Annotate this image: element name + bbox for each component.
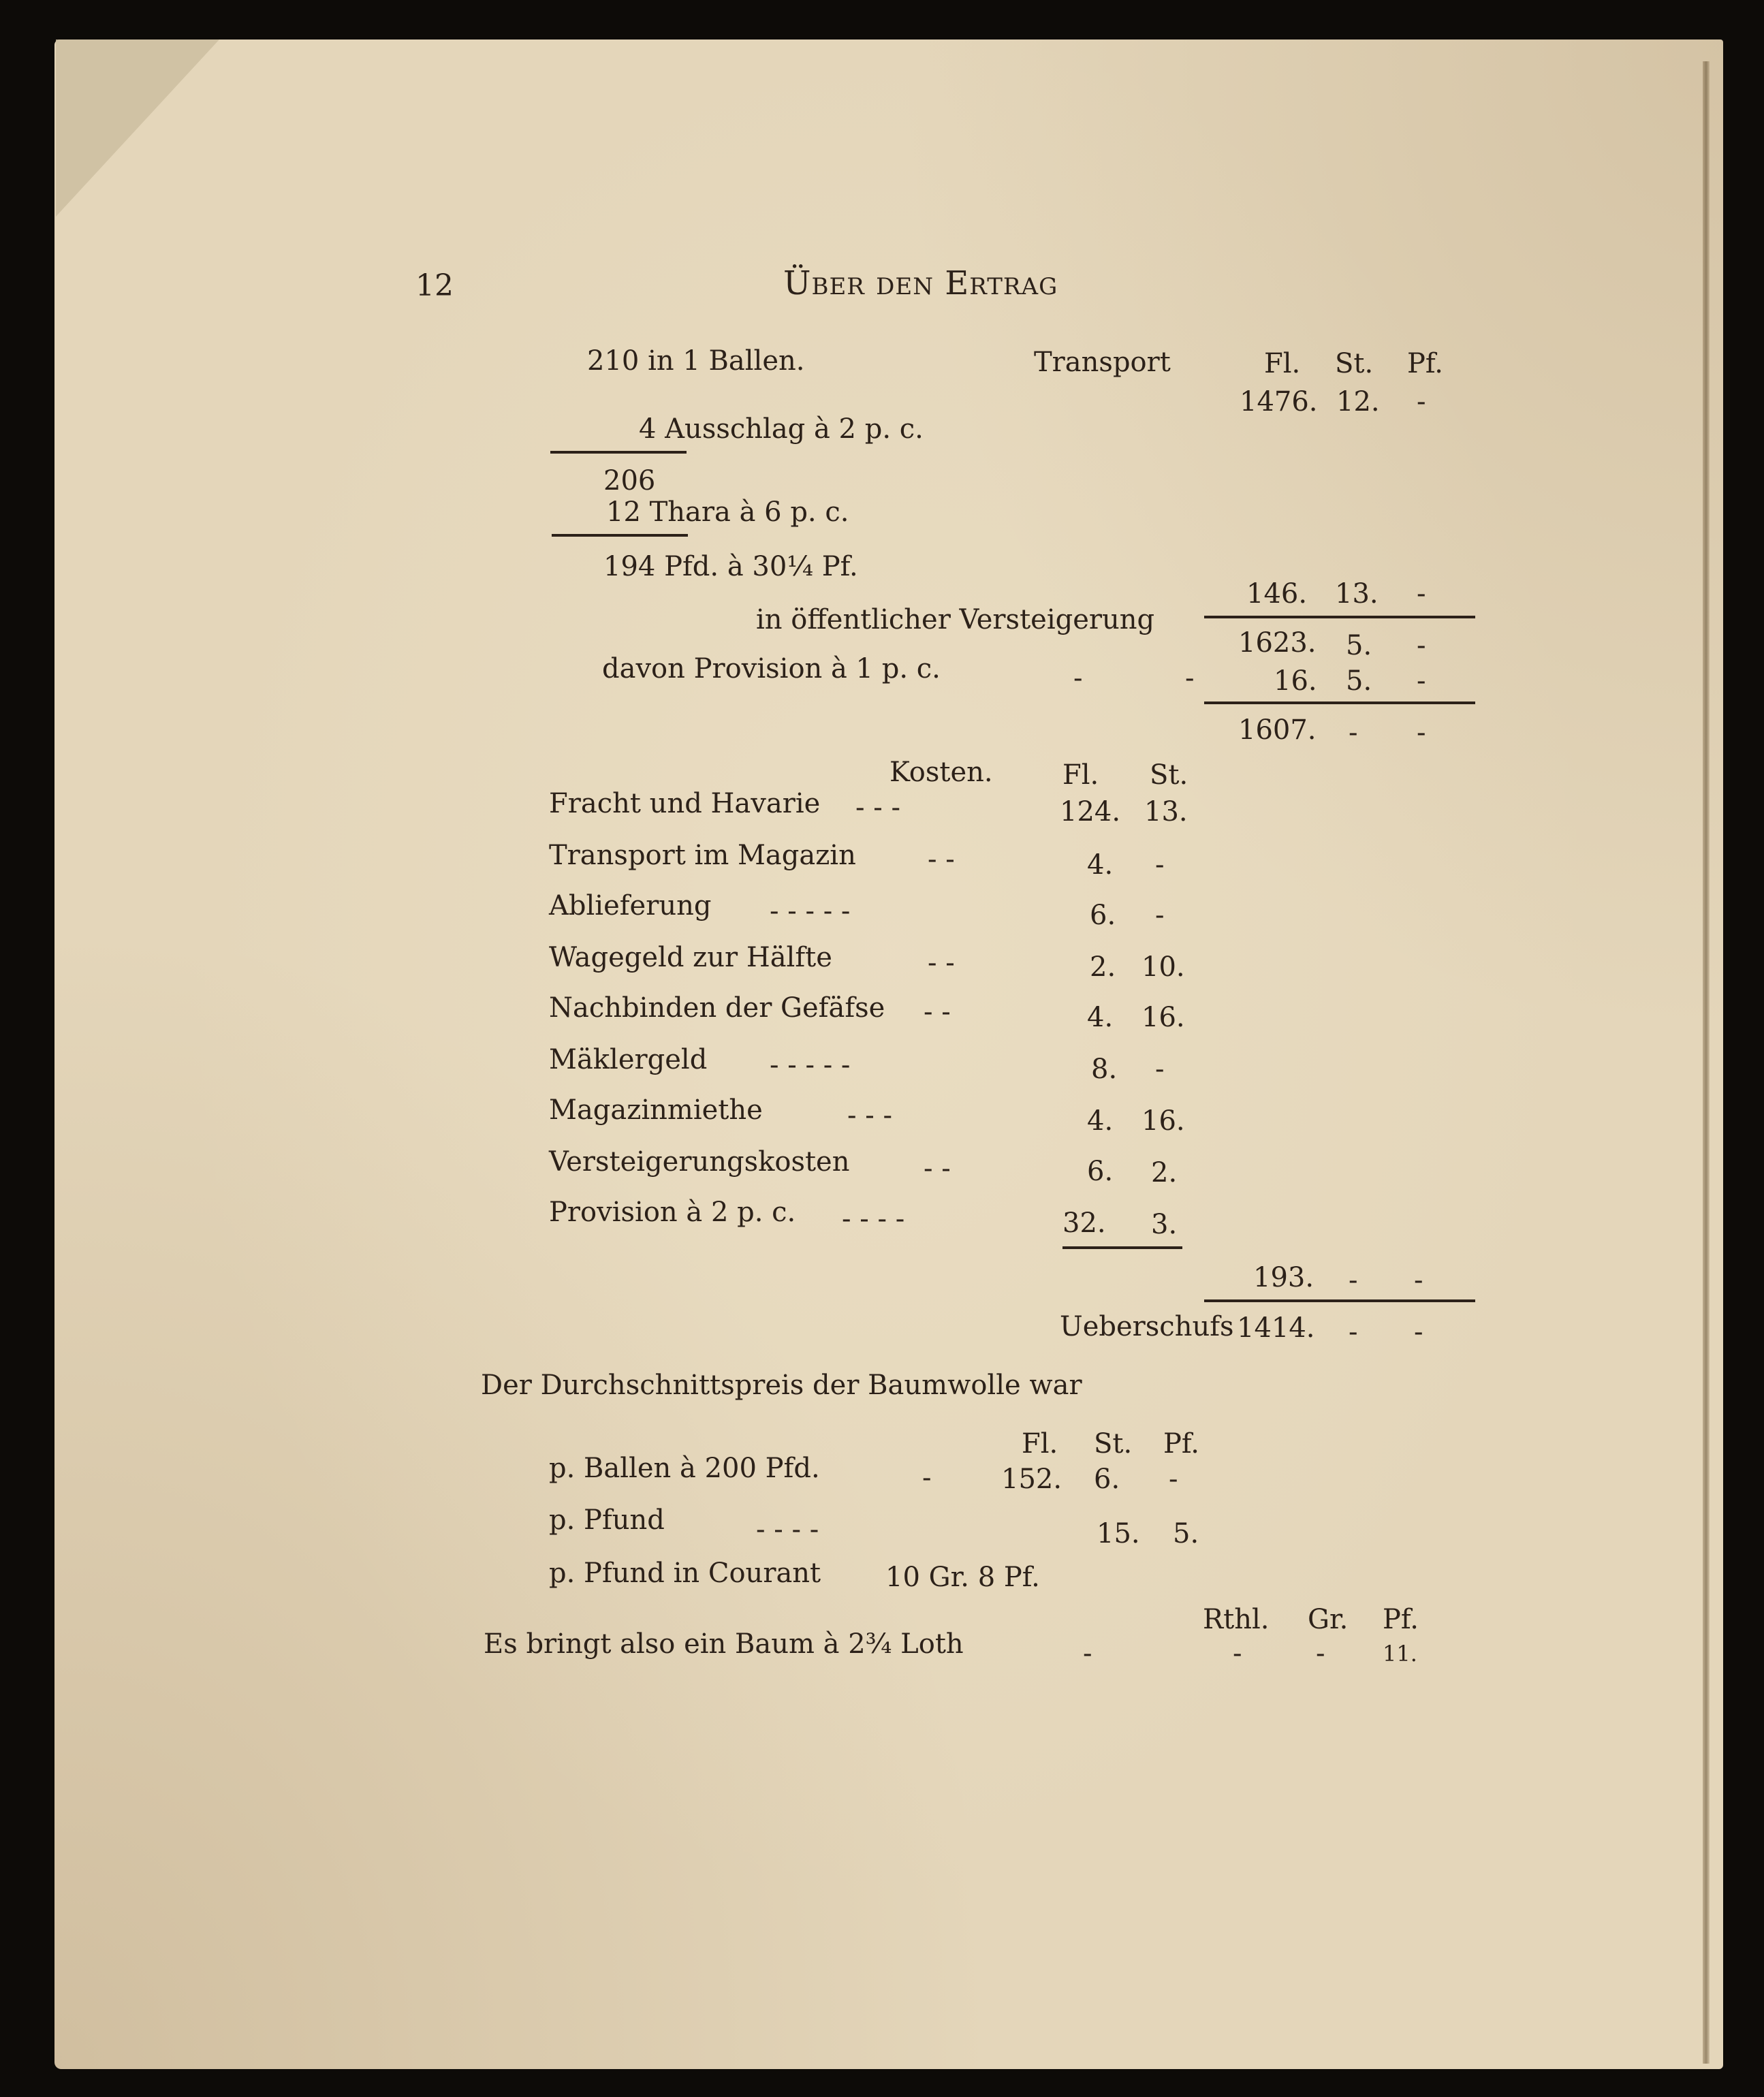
cost-label: Provision à 2 p. c. [549,1197,796,1228]
cost-dashes: - - [928,947,955,979]
average-col-fl: Fl. [1022,1428,1058,1460]
conclusion-rthl: - [1233,1638,1242,1669]
cost-st: - [1155,900,1165,931]
transport-pf: - [1417,386,1426,417]
sum-rule-2 [1204,701,1475,704]
conclusion-col-gr: Gr. [1308,1604,1349,1635]
cost-st: 16. [1141,1002,1185,1033]
cost-fl: 2. [1090,951,1116,983]
transport-st: 12. [1336,386,1380,417]
average-intro: Der Durchschnittspreis der Baumwolle war [481,1370,1082,1401]
cost-label: Wagegeld zur Hälfte [549,942,832,973]
cost-st: 16. [1141,1105,1185,1137]
net-st: - [1349,717,1358,748]
provision-st: 5. [1346,665,1372,697]
provision-dash-1: - [1073,663,1083,694]
cost-dashes: - - - - - [770,896,851,927]
folded-corner [56,40,219,217]
col-pf-header: Pf. [1407,348,1444,379]
col-fl-header: Fl. [1264,348,1301,379]
cost-fl: 4. [1087,1002,1114,1033]
provision-label: davon Provision à 1 p. c. [602,653,941,684]
cost-st: - [1155,1054,1165,1085]
average-row1-dash: - [922,1462,932,1494]
average-col-pf: Pf. [1163,1428,1200,1460]
thara-line: 12 Thara à 6 p. c. [606,496,849,528]
net-pf: - [1417,717,1426,748]
cost-label: Ablieferung [549,890,712,921]
sum-pf: - [1417,630,1426,661]
sum-st: 5. [1346,630,1372,661]
ausschlag-line: 4 Ausschlag à 2 p. c. [639,413,924,445]
cost-fl: 4. [1087,1105,1114,1137]
cost-dashes: - - - [847,1100,892,1131]
cost-label: Versteigerungskosten [549,1146,850,1178]
versteigerung-fl: 146. [1246,578,1308,610]
average-row1-fl: 152. [1001,1464,1062,1495]
cost-st: 13. [1144,796,1188,827]
average-row1-label: p. Ballen à 200 Pfd. [549,1453,820,1484]
costs-col-fl: Fl. [1062,759,1099,791]
pfund-line: 194 Pfd. à 30¼ Pf. [603,551,858,582]
cost-fl: 32. [1062,1208,1106,1239]
average-row3-value: 10 Gr. 8 Pf. [885,1562,1040,1593]
cost-dashes: - - - - [842,1203,905,1235]
cost-fl: 6. [1090,900,1116,931]
cost-label: Nachbinden der Gefäfse [549,992,885,1024]
cost-dashes: - - - - - [770,1050,851,1081]
cost-dashes: - - [924,1153,951,1184]
surplus-label: Ueberschufs [1060,1311,1234,1342]
versteigerung-st: 13. [1335,578,1379,610]
cost-st: 10. [1141,951,1185,983]
provision-dash-2: - [1185,663,1195,694]
versteigerung-pf: - [1417,578,1426,610]
average-row2-dashes: - - - - [756,1514,819,1545]
cost-st: 3. [1151,1209,1178,1240]
average-row1-st: 6. [1094,1464,1120,1495]
average-row1-pf: - [1169,1464,1178,1495]
cost-fl: 4. [1087,849,1114,881]
conclusion-text: Es bringt also ein Baum à 2¾ Loth [484,1628,964,1660]
costs-sum-rule [1062,1246,1182,1249]
cost-label: Fracht und Havarie [549,788,821,819]
cost-fl: 8. [1091,1054,1118,1085]
surplus-fl: 1414. [1237,1312,1315,1344]
costs-total-fl: 193. [1253,1262,1314,1293]
conclusion-col-rthl: Rthl. [1203,1604,1270,1635]
average-row2-label: p. Pfund [549,1504,665,1536]
subtract-rule-2 [552,534,688,537]
cost-label: Transport im Magazin [549,840,856,871]
subtract-rule-1 [550,451,687,454]
subtotal-206: 206 [603,465,656,496]
sum-rule-1 [1204,616,1475,618]
provision-fl: 16. [1274,665,1317,697]
cost-dashes: - - [924,996,951,1028]
average-row3-label: p. Pfund in Courant [549,1558,821,1589]
surplus-st: - [1349,1316,1358,1348]
provision-pf: - [1417,665,1426,697]
versteigerung-label: in öffentlicher Versteigerung [756,604,1155,635]
net-fl: 1607. [1238,714,1317,746]
surplus-pf: - [1414,1316,1423,1348]
bales-line: 210 in 1 Ballen. [587,345,805,377]
cost-label: Magazinmiethe [549,1094,763,1126]
conclusion-pf: 11. [1383,1641,1417,1667]
cost-dashes: - - - [855,792,900,823]
cost-st: 2. [1151,1157,1178,1188]
transport-label: Transport [1034,347,1171,378]
cost-fl: 124. [1060,796,1121,827]
surplus-rule [1204,1299,1475,1302]
conclusion-gr: - [1316,1638,1325,1669]
running-title: Über den Ertrag [783,264,1058,302]
cost-st: - [1155,849,1165,881]
page-gutter [1703,61,1710,2064]
costs-total-st: - [1349,1265,1358,1296]
average-row2-st: 15. [1097,1518,1140,1549]
col-st-header: St. [1335,348,1374,379]
cost-label: Mäklergeld [549,1044,708,1075]
cost-dashes: - - [928,844,955,875]
cost-fl: 6. [1087,1156,1114,1187]
costs-total-pf: - [1414,1265,1423,1296]
page-number: 12 [415,268,454,303]
sum-fl: 1623. [1238,627,1317,659]
costs-heading: Kosten. [889,757,993,788]
transport-fl: 1476. [1240,386,1318,417]
average-row2-pf: 5. [1173,1518,1199,1549]
average-col-st: St. [1094,1428,1133,1460]
book-page [54,40,1723,2069]
conclusion-dash: - [1083,1638,1092,1669]
conclusion-col-pf: Pf. [1383,1604,1419,1635]
costs-col-st: St. [1150,759,1188,791]
